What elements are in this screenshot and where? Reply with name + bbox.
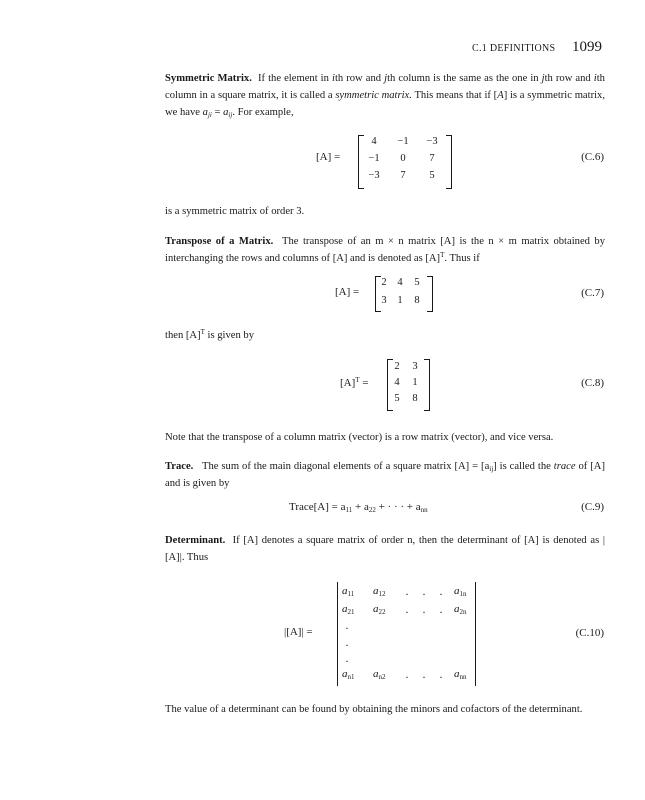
- text: ] is called the: [493, 461, 554, 472]
- matrix-cell: 7: [429, 153, 435, 164]
- eq-c9-expression: [289, 501, 428, 513]
- text: The sum of the main diagonal elements of a square matrix [A] = [a: [202, 461, 490, 472]
- matrix-cell: 7: [400, 170, 406, 181]
- text: + a: [352, 501, 369, 513]
- matrix-cell: 0: [400, 153, 406, 164]
- subscript: nn: [459, 673, 467, 681]
- ellipsis-dot: ·: [405, 587, 409, 601]
- eq-c8-lhs: [340, 377, 369, 389]
- text: If the element in: [258, 73, 332, 84]
- matrix-cell: 8: [414, 295, 420, 306]
- matrix-cell: −1: [397, 136, 409, 147]
- matrix-cell: 4: [397, 277, 403, 288]
- det-cell: [342, 585, 354, 597]
- subscript: n2: [378, 673, 386, 681]
- determinant-heading: Determinant.: [165, 535, 226, 546]
- matrix-cell: 2: [381, 277, 387, 288]
- math-sub: ji: [207, 111, 212, 119]
- math: a: [454, 603, 460, 615]
- transpose-then: [165, 327, 605, 344]
- subscript: 12: [378, 590, 386, 598]
- matrix-cell: 3: [412, 361, 418, 372]
- symmetric-matrix-paragraph: [165, 70, 605, 121]
- term-symmetric-matrix: symmetric matrix.: [335, 90, 412, 101]
- symmetric-matrix-after: is a symmetric matrix of order 3.: [165, 206, 305, 217]
- ellipsis-dot: ·: [439, 587, 443, 601]
- eq-c10-left-bar: [337, 582, 338, 686]
- matrix-cell: 5: [394, 393, 400, 404]
- text: The transpose of an m × n matrix [A] is the n × m matrix obtained by interchanging the rows and columns of [A] and is denoted as [A]: [165, 236, 606, 264]
- superscript: T: [200, 328, 205, 336]
- ellipsis-dot: ·: [422, 587, 426, 601]
- matrix-cell: 8: [412, 393, 418, 404]
- matrix-cell: 4: [371, 136, 377, 147]
- det-cell: [373, 668, 386, 680]
- subscript: 2n: [459, 608, 467, 616]
- eq-c10-lhs: |[A]| =: [284, 626, 313, 638]
- ellipsis-dot: ·: [405, 670, 409, 684]
- math: a: [373, 603, 379, 615]
- subscript: 1n: [459, 590, 467, 598]
- det-cell: [342, 668, 355, 680]
- det-cell: [454, 603, 467, 615]
- text: . Thus if: [444, 253, 480, 264]
- running-header-section: C.1 DEFINITIONS: [472, 43, 556, 54]
- eq-c10-right-bar: [475, 582, 476, 686]
- ellipsis-dot: ·: [345, 654, 349, 668]
- text: th row and: [334, 73, 385, 84]
- matrix-cell: −3: [426, 136, 438, 147]
- det-cell: [454, 585, 467, 597]
- math: a: [342, 585, 348, 597]
- math: a: [342, 603, 348, 615]
- text: If [A] denotes a square matrix of order n, then the determinant of [A] is denoted as |[A]|. Thus: [165, 535, 606, 563]
- symmetric-matrix-heading: Symmetric Matrix.: [165, 73, 252, 84]
- text: [A]: [340, 377, 356, 389]
- superscript: T: [440, 251, 445, 259]
- subscript: n1: [347, 673, 355, 681]
- math: i: [331, 73, 335, 84]
- trace-heading: Trace.: [165, 461, 194, 472]
- transpose-paragraph: [165, 233, 605, 267]
- math: a: [373, 668, 379, 680]
- text: Trace[A] = a: [289, 501, 346, 513]
- text: th column is the same as the one in: [387, 73, 542, 84]
- math: a: [454, 585, 460, 597]
- det-cell: [373, 585, 386, 597]
- ellipsis-dot: ·: [422, 670, 426, 684]
- math: a: [342, 668, 348, 680]
- term-trace: trace: [553, 461, 576, 472]
- math: a: [223, 107, 229, 118]
- matrix-cell: 3: [381, 295, 387, 306]
- matrix-cell: 5: [429, 170, 435, 181]
- transpose-heading: Transpose of a Matrix.: [165, 236, 274, 247]
- text: . For example,: [232, 107, 294, 118]
- math: i: [593, 73, 597, 84]
- matrix-cell: 1: [397, 295, 403, 306]
- superscript: T: [355, 376, 360, 384]
- subscript: nn: [420, 506, 428, 514]
- subscript: 11: [347, 590, 355, 598]
- math: j: [541, 73, 545, 84]
- eq-c10-number: (C.10): [575, 627, 604, 639]
- eq-c7-number: (C.7): [581, 287, 604, 299]
- text: ] is a symmetric matrix, we have: [165, 90, 605, 118]
- math: a: [373, 585, 379, 597]
- page-number: 1099: [572, 39, 602, 55]
- text: =: [359, 377, 369, 389]
- eq-c6-lhs: [A] =: [316, 151, 341, 163]
- math: j: [384, 73, 388, 84]
- ellipsis-dot: ·: [345, 621, 349, 635]
- det-cell: [373, 603, 386, 615]
- eq-c6-right-bracket: [446, 135, 452, 189]
- matrix-cell: 2: [394, 361, 400, 372]
- det-cell: [454, 668, 467, 680]
- matrix-cell: 1: [412, 377, 418, 388]
- eq-c6-number: (C.6): [581, 151, 604, 163]
- ellipsis-dot: ·: [345, 638, 349, 652]
- subscript: 22: [368, 506, 376, 514]
- ellipsis-dot: ·: [439, 670, 443, 684]
- math: a: [454, 668, 460, 680]
- matrix-cell: 5: [414, 277, 420, 288]
- text: of [A] and is given by: [165, 461, 605, 489]
- eq-c8-number: (C.8): [581, 377, 604, 389]
- ellipsis-dot: ·: [405, 605, 409, 619]
- determinant-paragraph: [165, 532, 605, 566]
- math: A: [497, 90, 504, 101]
- subscript: 21: [347, 608, 355, 616]
- math-sub: ij: [228, 111, 233, 119]
- text: then [A]: [165, 330, 201, 341]
- eq-c7-lhs: [A] =: [335, 286, 360, 298]
- determinant-closing: The value of a determinant can be found by obtaining the minors and cofactors of the determinant.: [165, 704, 583, 715]
- text: is given by: [204, 330, 255, 341]
- text: This means that if [: [411, 90, 498, 101]
- text: th column in a square matrix, it is called a: [165, 73, 605, 101]
- trace-paragraph: [165, 458, 605, 492]
- matrix-cell: 4: [394, 377, 400, 388]
- transpose-note: Note that the transpose of a column matrix (vector) is a row matrix (vector), and vice versa.: [165, 432, 554, 443]
- det-cell: [342, 603, 355, 615]
- matrix-cell: −3: [368, 170, 380, 181]
- matrix-cell: −1: [368, 153, 380, 164]
- math: a: [202, 107, 208, 118]
- eq-c9-number: (C.9): [581, 501, 604, 513]
- text: th row and: [544, 73, 594, 84]
- ellipsis-dot: ·: [422, 605, 426, 619]
- subscript: 11: [345, 506, 353, 514]
- text: =: [211, 107, 224, 118]
- subscript: 22: [378, 608, 386, 616]
- subscript: ij: [489, 465, 494, 473]
- ellipsis-dot: ·: [439, 605, 443, 619]
- text: + · · · + a: [375, 501, 421, 513]
